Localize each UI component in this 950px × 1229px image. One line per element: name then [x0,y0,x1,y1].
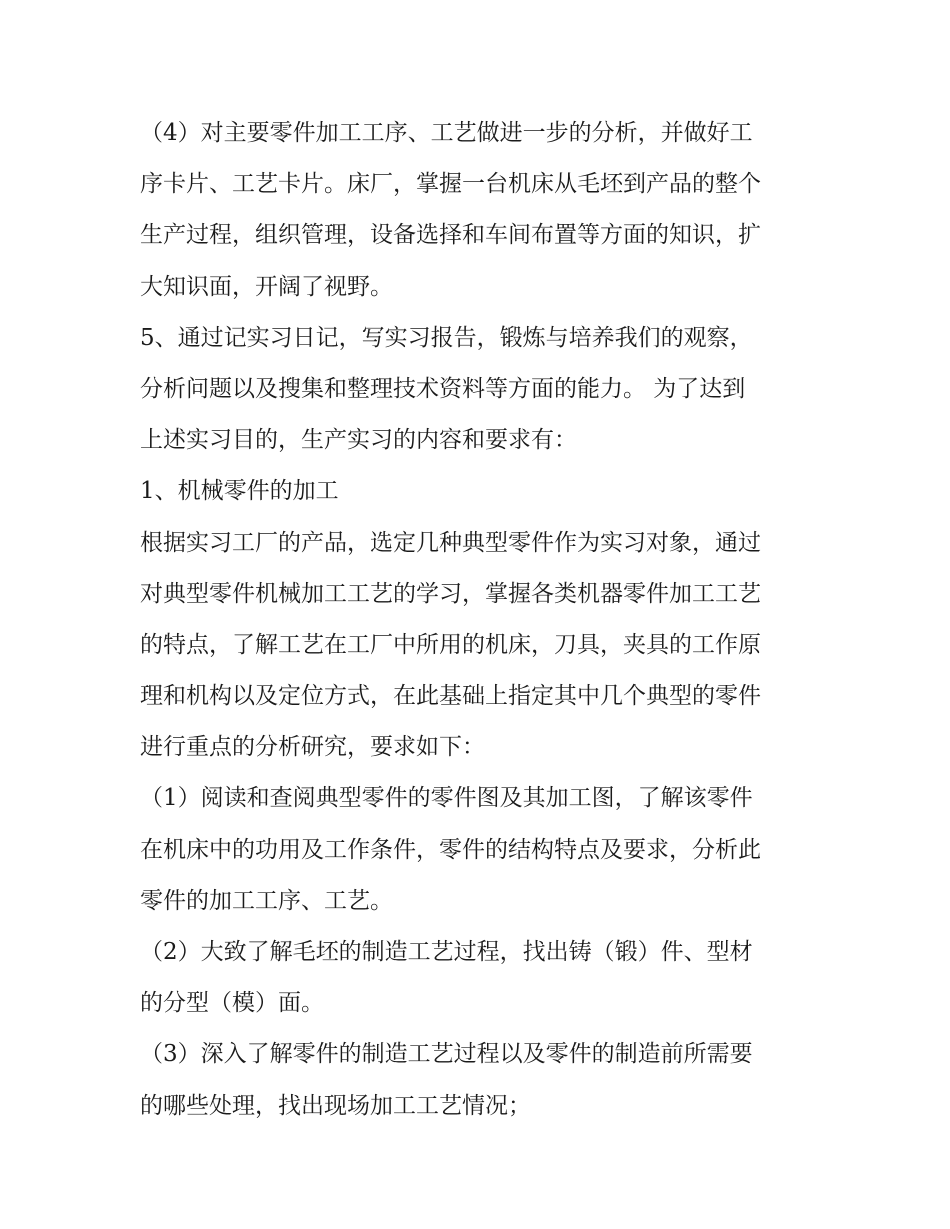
text-line: （1）阅读和查阅典型零件的零件图及其加工图，了解该零件 [140,785,753,812]
text-line: 进行重点的分析研究，要求如下： [140,734,485,761]
text-line: 理和机构以及定位方式，在此基础上指定其中几个典型的零件 [140,683,761,710]
text-line: 零件的加工工序、工艺。 [140,887,393,914]
text-line: 大知识面，开阔了视野。 [140,273,393,300]
text-line: 生产过程，组织管理，设备选择和车间布置等方面的知识，扩 [140,222,761,249]
document-page [140,108,816,1132]
text-line: 的哪些处理，找出现场加工工艺情况； [140,1092,531,1119]
text-line: 的特点，了解工艺在工厂中所用的机床，刀具，夹具的工作原 [140,631,761,658]
text-line: （3）深入了解零件的制造工艺过程以及零件的制造前所需要 [140,1041,753,1068]
text-line: （4）对主要零件加工工序、工艺做进一步的分析，并做好工 [140,120,753,146]
text-line: （2）大致了解毛坯的制造工艺过程，找出铸（锻）件、型材 [140,939,753,965]
text-line: 上述实习目的，生产实习的内容和要求有： [140,427,577,454]
text-line: 根据实习工厂的产品，选定几种典型零件作为实习对象，通过 [140,529,761,556]
text-line: 5、通过记实习日记，写实习报告，锻炼与培养我们的观察， [140,324,753,351]
text-line: 对典型零件机械加工工艺的学习，掌握各类机器零件加工工艺 [140,580,761,607]
text-line: 分析问题以及搜集和整理技术资料等方面的能力。 为了达到 [140,375,746,402]
section-heading: 1、机械零件的加工 [140,478,339,505]
text-line: 在机床中的功用及工作条件，零件的结构特点及要求，分析此 [140,836,761,863]
text-line: 序卡片、工艺卡片。床厂，掌握一台机床从毛坯到产品的整个 [140,171,761,198]
text-line: 的分型（模）面。 [140,990,324,1017]
